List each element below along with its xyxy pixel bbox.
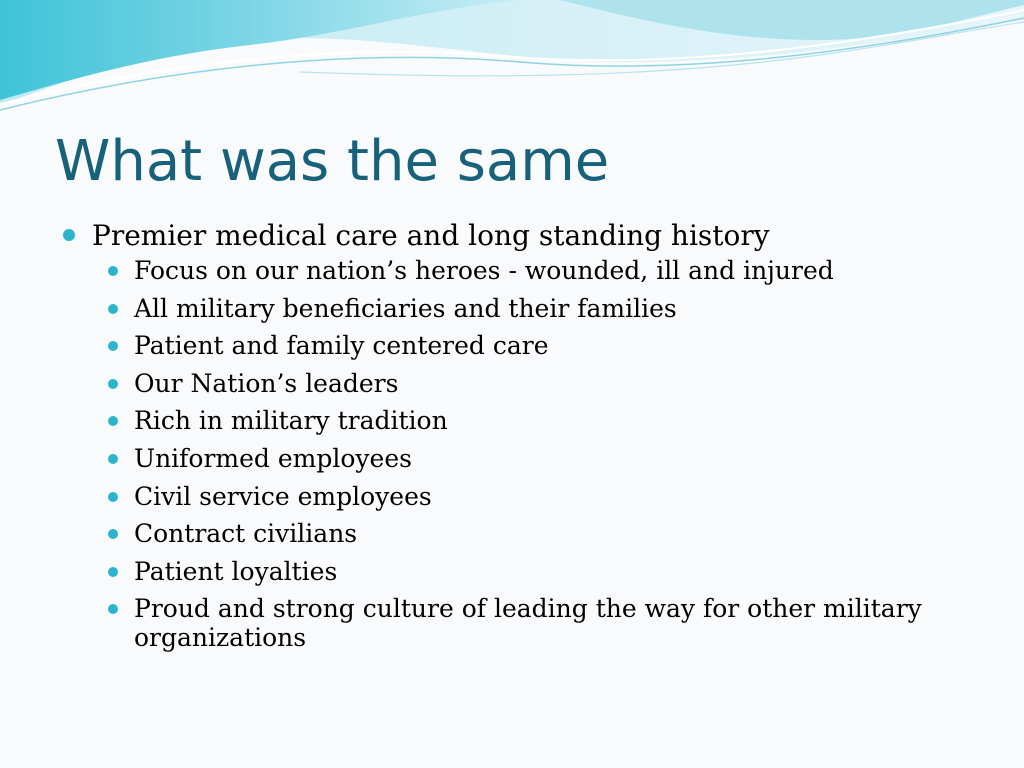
sub-bullet <box>60 294 980 323</box>
sub-bullet <box>60 557 980 586</box>
bullet-dot-icon <box>108 379 118 389</box>
bullet-dot-icon <box>108 304 118 314</box>
sub-bullet-list <box>60 256 980 652</box>
sub-bullet-text: Our Nation’s leaders <box>134 368 399 398</box>
bullet-dot-icon <box>63 229 75 241</box>
bullet-dot-icon <box>108 416 118 426</box>
sub-bullet <box>60 519 980 548</box>
main-bullet <box>60 216 980 256</box>
sub-bullet-text: Patient and family centered care <box>134 331 549 361</box>
sub-bullet <box>60 594 980 652</box>
sub-bullet-text: Civil service employees <box>134 481 432 511</box>
bullet-dot-icon <box>108 567 118 577</box>
sub-bullet-text: Focus on our nation’s heroes - wounded, ill and injured <box>134 256 834 285</box>
sub-bullet-text: All military beneficiaries and their families <box>134 293 677 323</box>
sub-bullet-text: Uniformed employees <box>134 443 412 473</box>
sub-bullet <box>60 331 980 360</box>
sub-bullet-text: Proud and strong culture of leading the way for other military organizations <box>134 594 922 653</box>
slide-content <box>60 216 980 661</box>
bullet-dot-icon <box>108 492 118 502</box>
sub-bullet <box>60 369 980 398</box>
bullet-dot-icon <box>108 454 118 464</box>
sub-bullet-text: Patient loyalties <box>134 556 338 586</box>
sub-bullet <box>60 406 980 435</box>
header-wave-decoration <box>0 0 1024 120</box>
bullet-dot-icon <box>108 604 118 614</box>
main-bullet-text: Premier medical care and long standing history <box>92 219 770 252</box>
bullet-dot-icon <box>108 341 118 351</box>
sub-bullet <box>60 444 980 473</box>
sub-bullet <box>60 256 980 285</box>
bullet-dot-icon <box>108 529 118 539</box>
sub-bullet-text: Contract civilians <box>134 519 358 549</box>
bullet-dot-icon <box>108 266 118 276</box>
slide-title: What was the same <box>55 129 610 194</box>
sub-bullet-text: Rich in military tradition <box>134 406 448 436</box>
sub-bullet <box>60 482 980 511</box>
